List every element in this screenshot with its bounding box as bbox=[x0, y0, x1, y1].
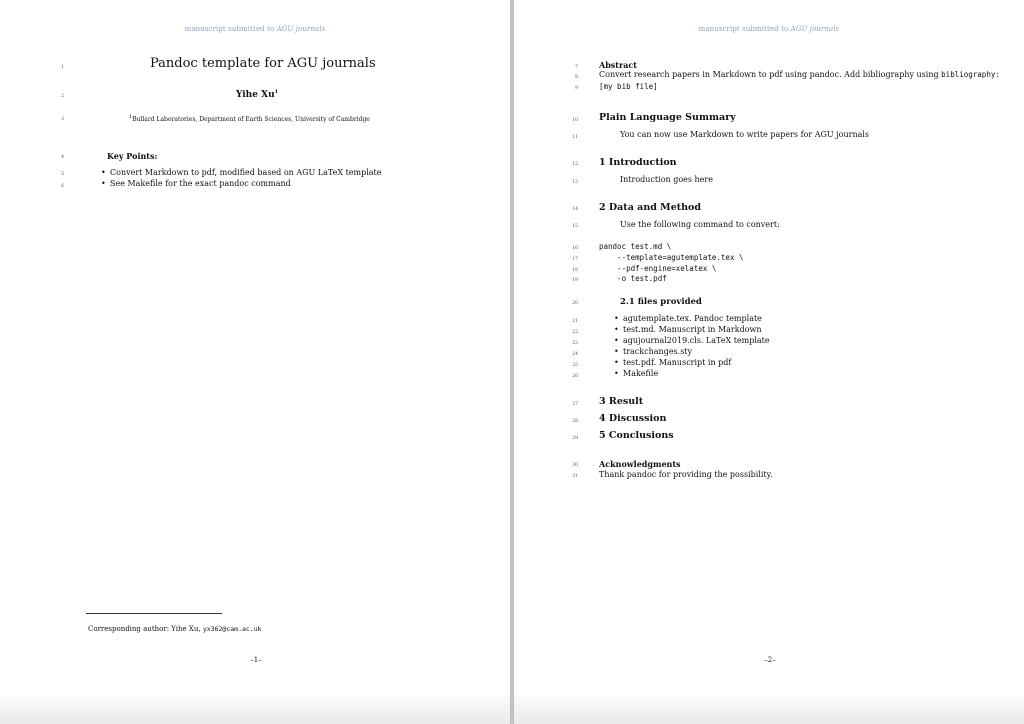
line-number: 15 bbox=[572, 224, 578, 229]
line-number: 28 bbox=[572, 419, 578, 424]
line-number: 6 bbox=[61, 184, 64, 189]
section-3-heading: 3 Result bbox=[599, 396, 644, 407]
running-header: manuscript submitted to AGU journals bbox=[184, 25, 326, 33]
bullet-icon: • bbox=[614, 325, 619, 334]
section-5-heading: 5 Conclusions bbox=[599, 430, 674, 441]
bullet-icon: • bbox=[614, 369, 619, 378]
line-number: 1 bbox=[61, 65, 64, 70]
affiliation: $^1$Bullard Laboratories, Department of Earth Sciences, University of Cambridge bbox=[129, 114, 370, 123]
code-line: --pdf-engine=xelatex \ bbox=[599, 264, 717, 273]
paper-title: Pandoc template for AGU journals bbox=[150, 56, 376, 71]
line-number: 29 bbox=[572, 436, 578, 441]
pdf-page-1 bbox=[0, 0, 510, 724]
author-name: Yihe Xu$^1$ bbox=[236, 89, 279, 100]
section-1-heading: 1 Introduction bbox=[599, 157, 677, 168]
section-1-text: Introduction goes here bbox=[620, 175, 713, 184]
line-number: 31 bbox=[572, 474, 578, 479]
code-line: -o test.pdf bbox=[599, 274, 667, 283]
bullet-icon: • bbox=[614, 347, 619, 356]
line-number: 16 bbox=[572, 246, 578, 251]
line-number: 5 bbox=[61, 172, 64, 177]
author-email[interactable]: yx362@cam.ac.uk bbox=[202, 625, 262, 633]
line-number: 21 bbox=[572, 319, 578, 324]
page-number: –1– bbox=[250, 656, 262, 664]
file-list-item: agujournal2019.cls. LaTeX template bbox=[623, 336, 770, 345]
page-number: –2– bbox=[764, 656, 776, 664]
acknowledgments-text: Thank pandoc for providing the possibility. bbox=[599, 470, 773, 479]
file-list-item: agutemplate.tex. Pandoc template bbox=[623, 314, 762, 323]
line-number: 20 bbox=[572, 301, 578, 306]
section-2-heading: 2 Data and Method bbox=[599, 202, 702, 213]
bullet-icon: • bbox=[101, 179, 106, 188]
abstract-code: [my bib file] bbox=[599, 82, 658, 91]
key-point-item: See Makefile for the exact pandoc command bbox=[110, 179, 291, 188]
line-number: 3 bbox=[61, 117, 64, 122]
line-number: 8 bbox=[575, 75, 578, 80]
key-points-heading: Key Points: bbox=[107, 151, 158, 161]
code-line: --template=agutemplate.tex \ bbox=[599, 253, 744, 262]
line-number: 9 bbox=[575, 86, 578, 91]
file-list-item: Makefile bbox=[623, 369, 659, 378]
bullet-icon: • bbox=[101, 168, 106, 177]
abstract-heading: Abstract bbox=[599, 60, 637, 70]
line-number: 19 bbox=[572, 278, 578, 283]
pls-text: You can now use Markdown to write papers for AGU journals bbox=[620, 130, 870, 139]
line-number: 4 bbox=[61, 155, 64, 160]
footnote-rule bbox=[86, 613, 222, 614]
key-point-item: Convert Markdown to pdf, modified based on AGU LaTeX template bbox=[110, 168, 382, 177]
file-list-item: test.pdf. Manuscript in pdf bbox=[623, 358, 732, 367]
section-4-heading: 4 Discussion bbox=[599, 413, 667, 424]
page-edge bbox=[0, 696, 510, 724]
section-2-text: Use the following command to convert: bbox=[620, 220, 780, 229]
line-number: 23 bbox=[572, 341, 578, 346]
line-number: 12 bbox=[572, 162, 578, 167]
line-number: 26 bbox=[572, 374, 578, 379]
line-number: 17 bbox=[572, 257, 578, 262]
line-number: 18 bbox=[572, 268, 578, 273]
corresponding-author-footnote: Corresponding author: Yihe Xu, yx362@cam.ac.uk bbox=[88, 625, 262, 633]
line-number: 10 bbox=[572, 118, 578, 123]
line-number: 27 bbox=[572, 402, 578, 407]
pls-heading: Plain Language Summary bbox=[599, 112, 736, 123]
line-number: 13 bbox=[572, 180, 578, 185]
acknowledgments-heading: Acknowledgments bbox=[599, 459, 681, 469]
line-number: 7 bbox=[575, 65, 578, 70]
bullet-icon: • bbox=[614, 336, 619, 345]
page-edge bbox=[514, 696, 1024, 724]
line-number: 22 bbox=[572, 330, 578, 335]
abstract-text: Convert research papers in Markdown to pdf using pandoc. Add bibliography using bibliography: bbox=[599, 70, 1000, 79]
file-list-item: test.md. Manuscript in Markdown bbox=[623, 325, 762, 334]
running-header: manuscript submitted to AGU journals bbox=[698, 25, 840, 33]
line-number: 25 bbox=[572, 363, 578, 368]
bullet-icon: • bbox=[614, 358, 619, 367]
subsection-2-1-heading: 2.1 files provided bbox=[620, 297, 702, 307]
file-list-item: trackchanges.sty bbox=[623, 347, 693, 356]
pdf-page-2 bbox=[514, 0, 1024, 724]
line-number: 24 bbox=[572, 352, 578, 357]
line-number: 11 bbox=[572, 135, 578, 140]
line-number: 14 bbox=[572, 207, 578, 212]
code-line: pandoc test.md \ bbox=[599, 242, 672, 251]
bullet-icon: • bbox=[614, 314, 619, 323]
line-number: 30 bbox=[572, 463, 578, 468]
line-number: 2 bbox=[61, 94, 64, 99]
